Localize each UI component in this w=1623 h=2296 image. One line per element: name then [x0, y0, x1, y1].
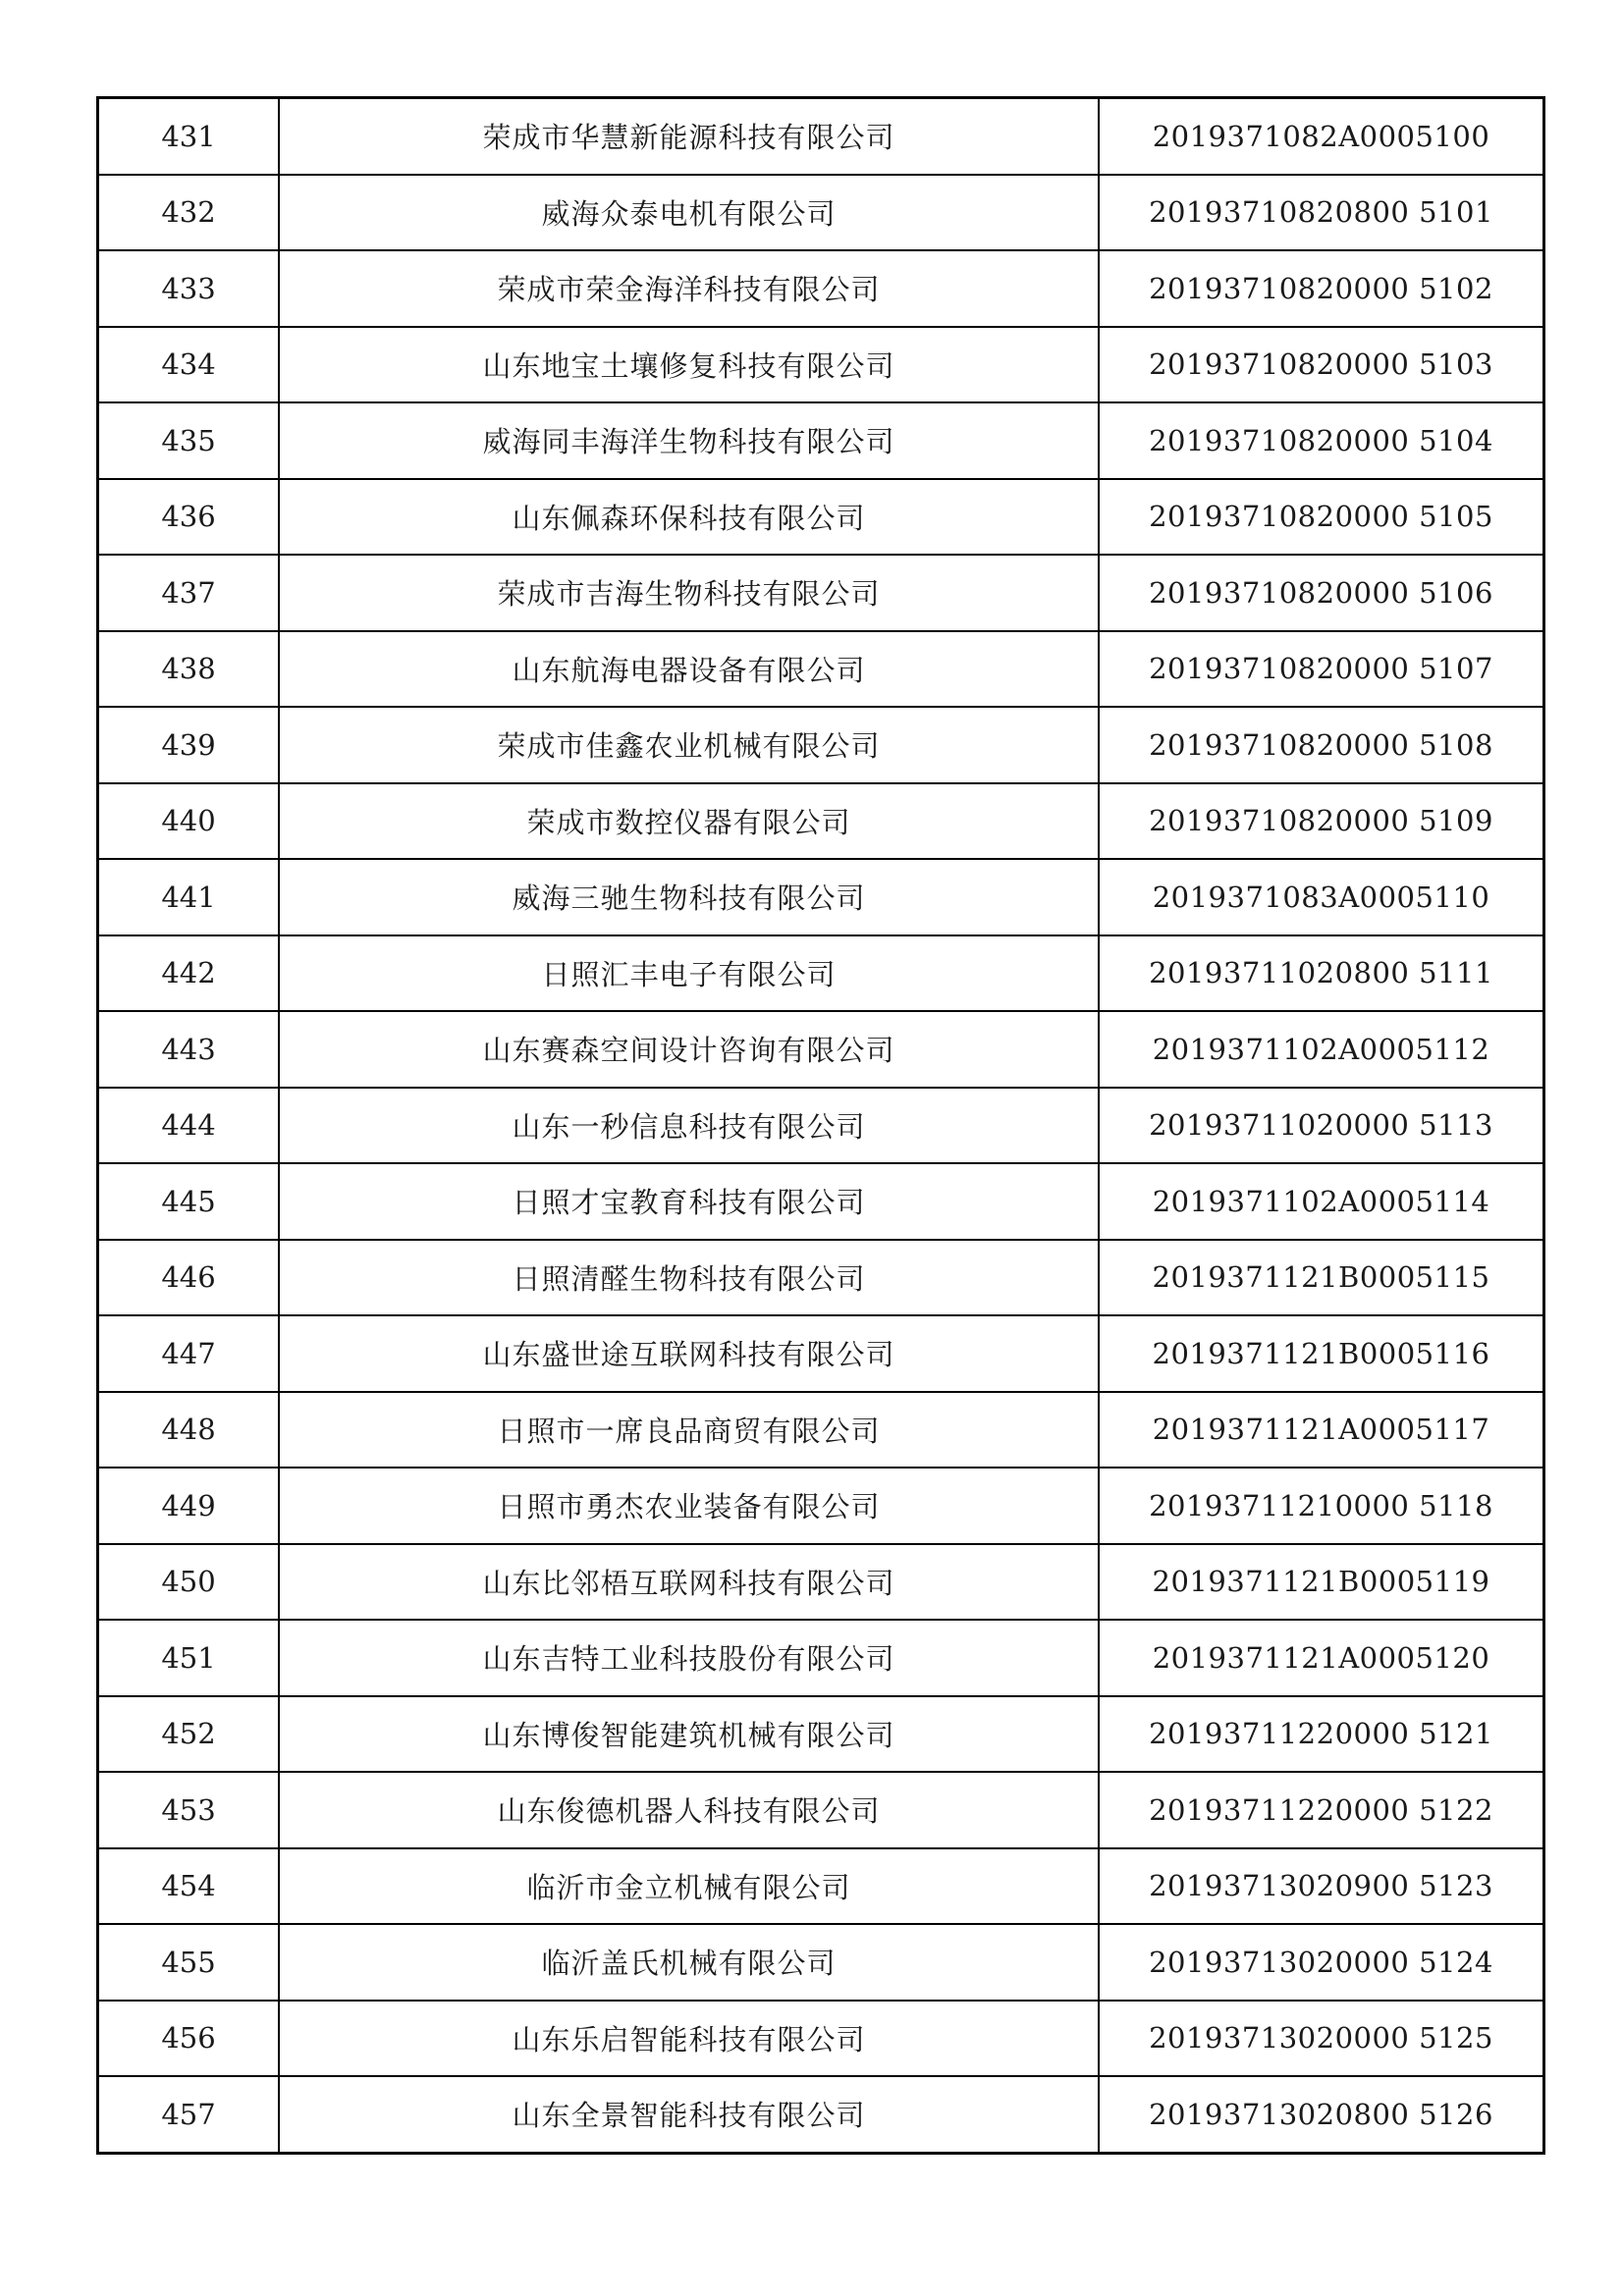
row-number-cell: 437: [98, 555, 280, 631]
company-name-cell: 山东乐启智能科技有限公司: [279, 2001, 1099, 2077]
company-name-cell: 山东航海电器设备有限公司: [279, 631, 1099, 708]
company-name-cell: 山东一秒信息科技有限公司: [279, 1088, 1099, 1164]
company-name-cell: 日照清醛生物科技有限公司: [279, 1240, 1099, 1316]
table-row: [98, 1240, 1544, 1316]
table-row: [98, 1544, 1544, 1621]
company-name-cell: 山东比邻梧互联网科技有限公司: [279, 1544, 1099, 1621]
registration-code-cell: 20193711210000 5118: [1099, 1468, 1544, 1544]
registry-table-body: [98, 98, 1544, 2154]
registration-code-cell: 2019371121A0005120: [1099, 1620, 1544, 1696]
table-row: [98, 631, 1544, 708]
company-name-cell: 日照才宝教育科技有限公司: [279, 1163, 1099, 1240]
registration-code-cell: 2019371102A0005114: [1099, 1163, 1544, 1240]
company-name-cell: 荣成市吉海生物科技有限公司: [279, 555, 1099, 631]
company-name-cell: 荣成市数控仪器有限公司: [279, 783, 1099, 860]
table-row: [98, 1772, 1544, 1848]
registration-code-cell: 2019371121B0005116: [1099, 1315, 1544, 1392]
row-number-cell: 442: [98, 935, 280, 1012]
company-name-cell: 山东俊德机器人科技有限公司: [279, 1772, 1099, 1848]
registration-code-cell: 20193711020000 5113: [1099, 1088, 1544, 1164]
company-name-cell: 荣成市华慧新能源科技有限公司: [279, 98, 1099, 175]
table-row: [98, 250, 1544, 327]
registration-code-cell: 20193710820000 5104: [1099, 402, 1544, 479]
registration-code-cell: 20193711020800 5111: [1099, 935, 1544, 1012]
registration-code-cell: 20193710820000 5107: [1099, 631, 1544, 708]
company-name-cell: 山东盛世途互联网科技有限公司: [279, 1315, 1099, 1392]
table-row: [98, 98, 1544, 175]
registration-code-cell: 20193710820000 5105: [1099, 479, 1544, 556]
table-row: [98, 783, 1544, 860]
row-number-cell: 431: [98, 98, 280, 175]
company-name-cell: 山东全景智能科技有限公司: [279, 2076, 1099, 2153]
table-row: [98, 935, 1544, 1012]
table-row: [98, 1696, 1544, 1773]
company-name-cell: 日照市勇杰农业装备有限公司: [279, 1468, 1099, 1544]
registration-code-cell: 20193713020900 5123: [1099, 1848, 1544, 1925]
table-row: [98, 2076, 1544, 2153]
row-number-cell: 439: [98, 707, 280, 783]
row-number-cell: 457: [98, 2076, 280, 2153]
table-row: [98, 2001, 1544, 2077]
company-name-cell: 山东地宝土壤修复科技有限公司: [279, 327, 1099, 403]
company-name-cell: 临沂盖氏机械有限公司: [279, 1924, 1099, 2001]
company-name-cell: 山东吉特工业科技股份有限公司: [279, 1620, 1099, 1696]
company-name-cell: 威海同丰海洋生物科技有限公司: [279, 402, 1099, 479]
table-row: [98, 1315, 1544, 1392]
registration-code-cell: 2019371102A0005112: [1099, 1011, 1544, 1088]
row-number-cell: 456: [98, 2001, 280, 2077]
registration-code-cell: 2019371121B0005119: [1099, 1544, 1544, 1621]
row-number-cell: 454: [98, 1848, 280, 1925]
registration-code-cell: 20193710820800 5101: [1099, 175, 1544, 251]
registration-code-cell: 20193713020000 5125: [1099, 2001, 1544, 2077]
row-number-cell: 453: [98, 1772, 280, 1848]
row-number-cell: 444: [98, 1088, 280, 1164]
registration-code-cell: 20193710820000 5108: [1099, 707, 1544, 783]
registration-code-cell: 2019371083A0005110: [1099, 859, 1544, 935]
table-row: [98, 327, 1544, 403]
table-row: [98, 1088, 1544, 1164]
company-name-cell: 山东博俊智能建筑机械有限公司: [279, 1696, 1099, 1773]
registration-code-cell: 2019371121A0005117: [1099, 1392, 1544, 1468]
registration-code-cell: 20193710820000 5109: [1099, 783, 1544, 860]
row-number-cell: 436: [98, 479, 280, 556]
registration-code-cell: 2019371121B0005115: [1099, 1240, 1544, 1316]
company-name-cell: 日照市一席良品商贸有限公司: [279, 1392, 1099, 1468]
registration-code-cell: 20193710820000 5106: [1099, 555, 1544, 631]
row-number-cell: 438: [98, 631, 280, 708]
company-name-cell: 临沂市金立机械有限公司: [279, 1848, 1099, 1925]
table-row: [98, 479, 1544, 556]
table-row: [98, 1392, 1544, 1468]
company-registry-table: [96, 96, 1545, 2155]
table-row: [98, 707, 1544, 783]
row-number-cell: 447: [98, 1315, 280, 1392]
company-name-cell: 荣成市荣金海洋科技有限公司: [279, 250, 1099, 327]
row-number-cell: 434: [98, 327, 280, 403]
row-number-cell: 452: [98, 1696, 280, 1773]
registration-code-cell: 20193713020800 5126: [1099, 2076, 1544, 2153]
row-number-cell: 449: [98, 1468, 280, 1544]
row-number-cell: 455: [98, 1924, 280, 2001]
registration-code-cell: 20193711220000 5122: [1099, 1772, 1544, 1848]
row-number-cell: 445: [98, 1163, 280, 1240]
table-row: [98, 1924, 1544, 2001]
table-row: [98, 1163, 1544, 1240]
registration-code-cell: 20193710820000 5103: [1099, 327, 1544, 403]
table-row: [98, 1620, 1544, 1696]
registration-code-cell: 20193711220000 5121: [1099, 1696, 1544, 1773]
company-name-cell: 山东佩森环保科技有限公司: [279, 479, 1099, 556]
table-row: [98, 555, 1544, 631]
company-name-cell: 山东赛森空间设计咨询有限公司: [279, 1011, 1099, 1088]
company-name-cell: 威海众泰电机有限公司: [279, 175, 1099, 251]
company-name-cell: 荣成市佳鑫农业机械有限公司: [279, 707, 1099, 783]
row-number-cell: 440: [98, 783, 280, 860]
row-number-cell: 450: [98, 1544, 280, 1621]
table-row: [98, 1848, 1544, 1925]
row-number-cell: 451: [98, 1620, 280, 1696]
company-name-cell: 威海三驰生物科技有限公司: [279, 859, 1099, 935]
company-name-cell: 日照汇丰电子有限公司: [279, 935, 1099, 1012]
row-number-cell: 443: [98, 1011, 280, 1088]
table-row: [98, 175, 1544, 251]
table-row: [98, 1011, 1544, 1088]
row-number-cell: 448: [98, 1392, 280, 1468]
registration-code-cell: 20193710820000 5102: [1099, 250, 1544, 327]
row-number-cell: 433: [98, 250, 280, 327]
registration-code-cell: 20193713020000 5124: [1099, 1924, 1544, 2001]
table-row: [98, 402, 1544, 479]
row-number-cell: 441: [98, 859, 280, 935]
table-row: [98, 859, 1544, 935]
row-number-cell: 432: [98, 175, 280, 251]
registration-code-cell: 2019371082A0005100: [1099, 98, 1544, 175]
row-number-cell: 446: [98, 1240, 280, 1316]
table-row: [98, 1468, 1544, 1544]
row-number-cell: 435: [98, 402, 280, 479]
